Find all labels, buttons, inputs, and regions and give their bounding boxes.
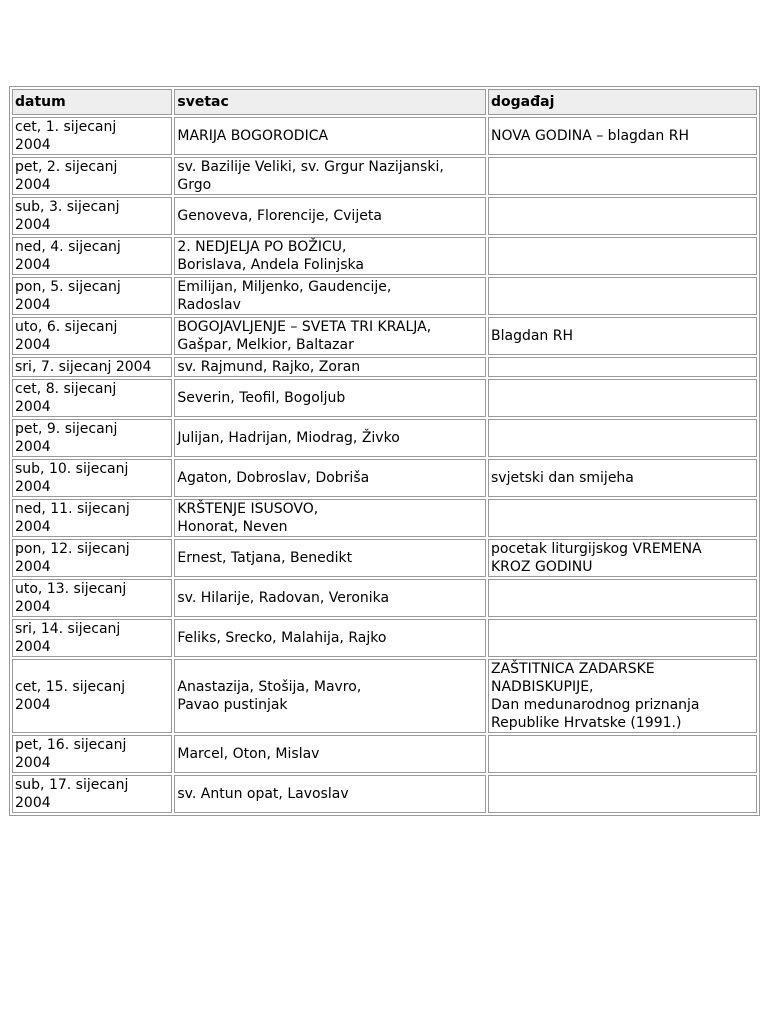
table-row: [12, 317, 757, 355]
table-row: [12, 157, 757, 195]
header-saint: svetac: [174, 89, 486, 115]
date-cell: pet, 2. sijecanj 2004: [12, 157, 172, 195]
header-row: [12, 89, 757, 115]
date-cell: pon, 5. sijecanj 2004: [12, 277, 172, 315]
date-cell: pon, 12. sijecanj 2004: [12, 539, 172, 577]
saint-cell: Ernest, Tatjana, Benedikt: [174, 539, 486, 577]
table-row: [12, 277, 757, 315]
saint-cell: Marcel, Oton, Mislav: [174, 735, 486, 773]
table-row: [12, 775, 757, 813]
header-date: datum: [12, 89, 172, 115]
event-cell: [488, 357, 757, 377]
saint-cell: Julijan, Hadrijan, Miodrag, Živko: [174, 419, 486, 457]
saint-cell: Emilijan, Miljenko, Gaudencije, Radoslav: [174, 277, 486, 315]
table-row: [12, 419, 757, 457]
date-cell: ned, 4. sijecanj 2004: [12, 237, 172, 275]
event-cell: [488, 197, 757, 235]
date-cell: cet, 1. sijecanj 2004: [12, 117, 172, 155]
saint-cell: Feliks, Srecko, Malahija, Rajko: [174, 619, 486, 657]
table-row: [12, 499, 757, 537]
saint-cell: Anastazija, Stošija, Mavro, Pavao pustinjak: [174, 659, 486, 733]
saint-cell: sv. Rajmund, Rajko, Zoran: [174, 357, 486, 377]
event-cell: [488, 735, 757, 773]
date-cell: cet, 15. sijecanj 2004: [12, 659, 172, 733]
saint-cell: BOGOJAVLJENJE – SVETA TRI KRALJA, Gašpar, Melkior, Baltazar: [174, 317, 486, 355]
saint-cell: sv. Antun opat, Lavoslav: [174, 775, 486, 813]
event-cell: [488, 157, 757, 195]
saint-cell: MARIJA BOGORODICA: [174, 117, 486, 155]
date-cell: sub, 10. sijecanj 2004: [12, 459, 172, 497]
table-row: [12, 579, 757, 617]
event-cell: [488, 419, 757, 457]
date-cell: cet, 8. sijecanj 2004: [12, 379, 172, 417]
date-cell: ned, 11. sijecanj 2004: [12, 499, 172, 537]
date-cell: uto, 13. sijecanj 2004: [12, 579, 172, 617]
saint-cell: sv. Bazilije Veliki, sv. Grgur Nazijanski, Grgo: [174, 157, 486, 195]
date-cell: pet, 16. sijecanj 2004: [12, 735, 172, 773]
saint-cell: sv. Hilarije, Radovan, Veronika: [174, 579, 486, 617]
event-cell: Blagdan RH: [488, 317, 757, 355]
event-cell: NOVA GODINA – blagdan RH: [488, 117, 757, 155]
event-cell: [488, 775, 757, 813]
event-cell: [488, 379, 757, 417]
date-cell: sub, 3. sijecanj 2004: [12, 197, 172, 235]
table-row: [12, 735, 757, 773]
calendar-table: [9, 86, 760, 816]
saint-cell: Genoveva, Florencije, Cvijeta: [174, 197, 486, 235]
table-row: [12, 237, 757, 275]
date-cell: sub, 17. sijecanj 2004: [12, 775, 172, 813]
table-row: [12, 197, 757, 235]
date-cell: sri, 14. sijecanj 2004: [12, 619, 172, 657]
table-row: [12, 379, 757, 417]
date-cell: uto, 6. sijecanj 2004: [12, 317, 172, 355]
table-row: [12, 619, 757, 657]
saint-cell: Severin, Teofil, Bogoljub: [174, 379, 486, 417]
event-cell: [488, 277, 757, 315]
date-cell: pet, 9. sijecanj 2004: [12, 419, 172, 457]
event-cell: [488, 499, 757, 537]
table-row: [12, 659, 757, 733]
saint-cell: Agaton, Dobroslav, Dobriša: [174, 459, 486, 497]
event-cell: svjetski dan smijeha: [488, 459, 757, 497]
event-cell: [488, 619, 757, 657]
event-cell: [488, 237, 757, 275]
table-row: [12, 357, 757, 377]
saint-cell: 2. NEDJELJA PO BOŽICU, Borislava, Andela Folinjska: [174, 237, 486, 275]
table-row: [12, 459, 757, 497]
header-event: događaj: [488, 89, 757, 115]
date-cell: sri, 7. sijecanj 2004: [12, 357, 172, 377]
table-row: [12, 539, 757, 577]
saint-cell: KRŠTENJE ISUSOVO, Honorat, Neven: [174, 499, 486, 537]
event-cell: ZAŠTITNICA ZADARSKE NADBISKUPIJE, Dan medunarodnog priznanja Republike Hrvatske (1991.): [488, 659, 757, 733]
event-cell: pocetak liturgijskog VREMENA KROZ GODINU: [488, 539, 757, 577]
event-cell: [488, 579, 757, 617]
table-row: [12, 117, 757, 155]
